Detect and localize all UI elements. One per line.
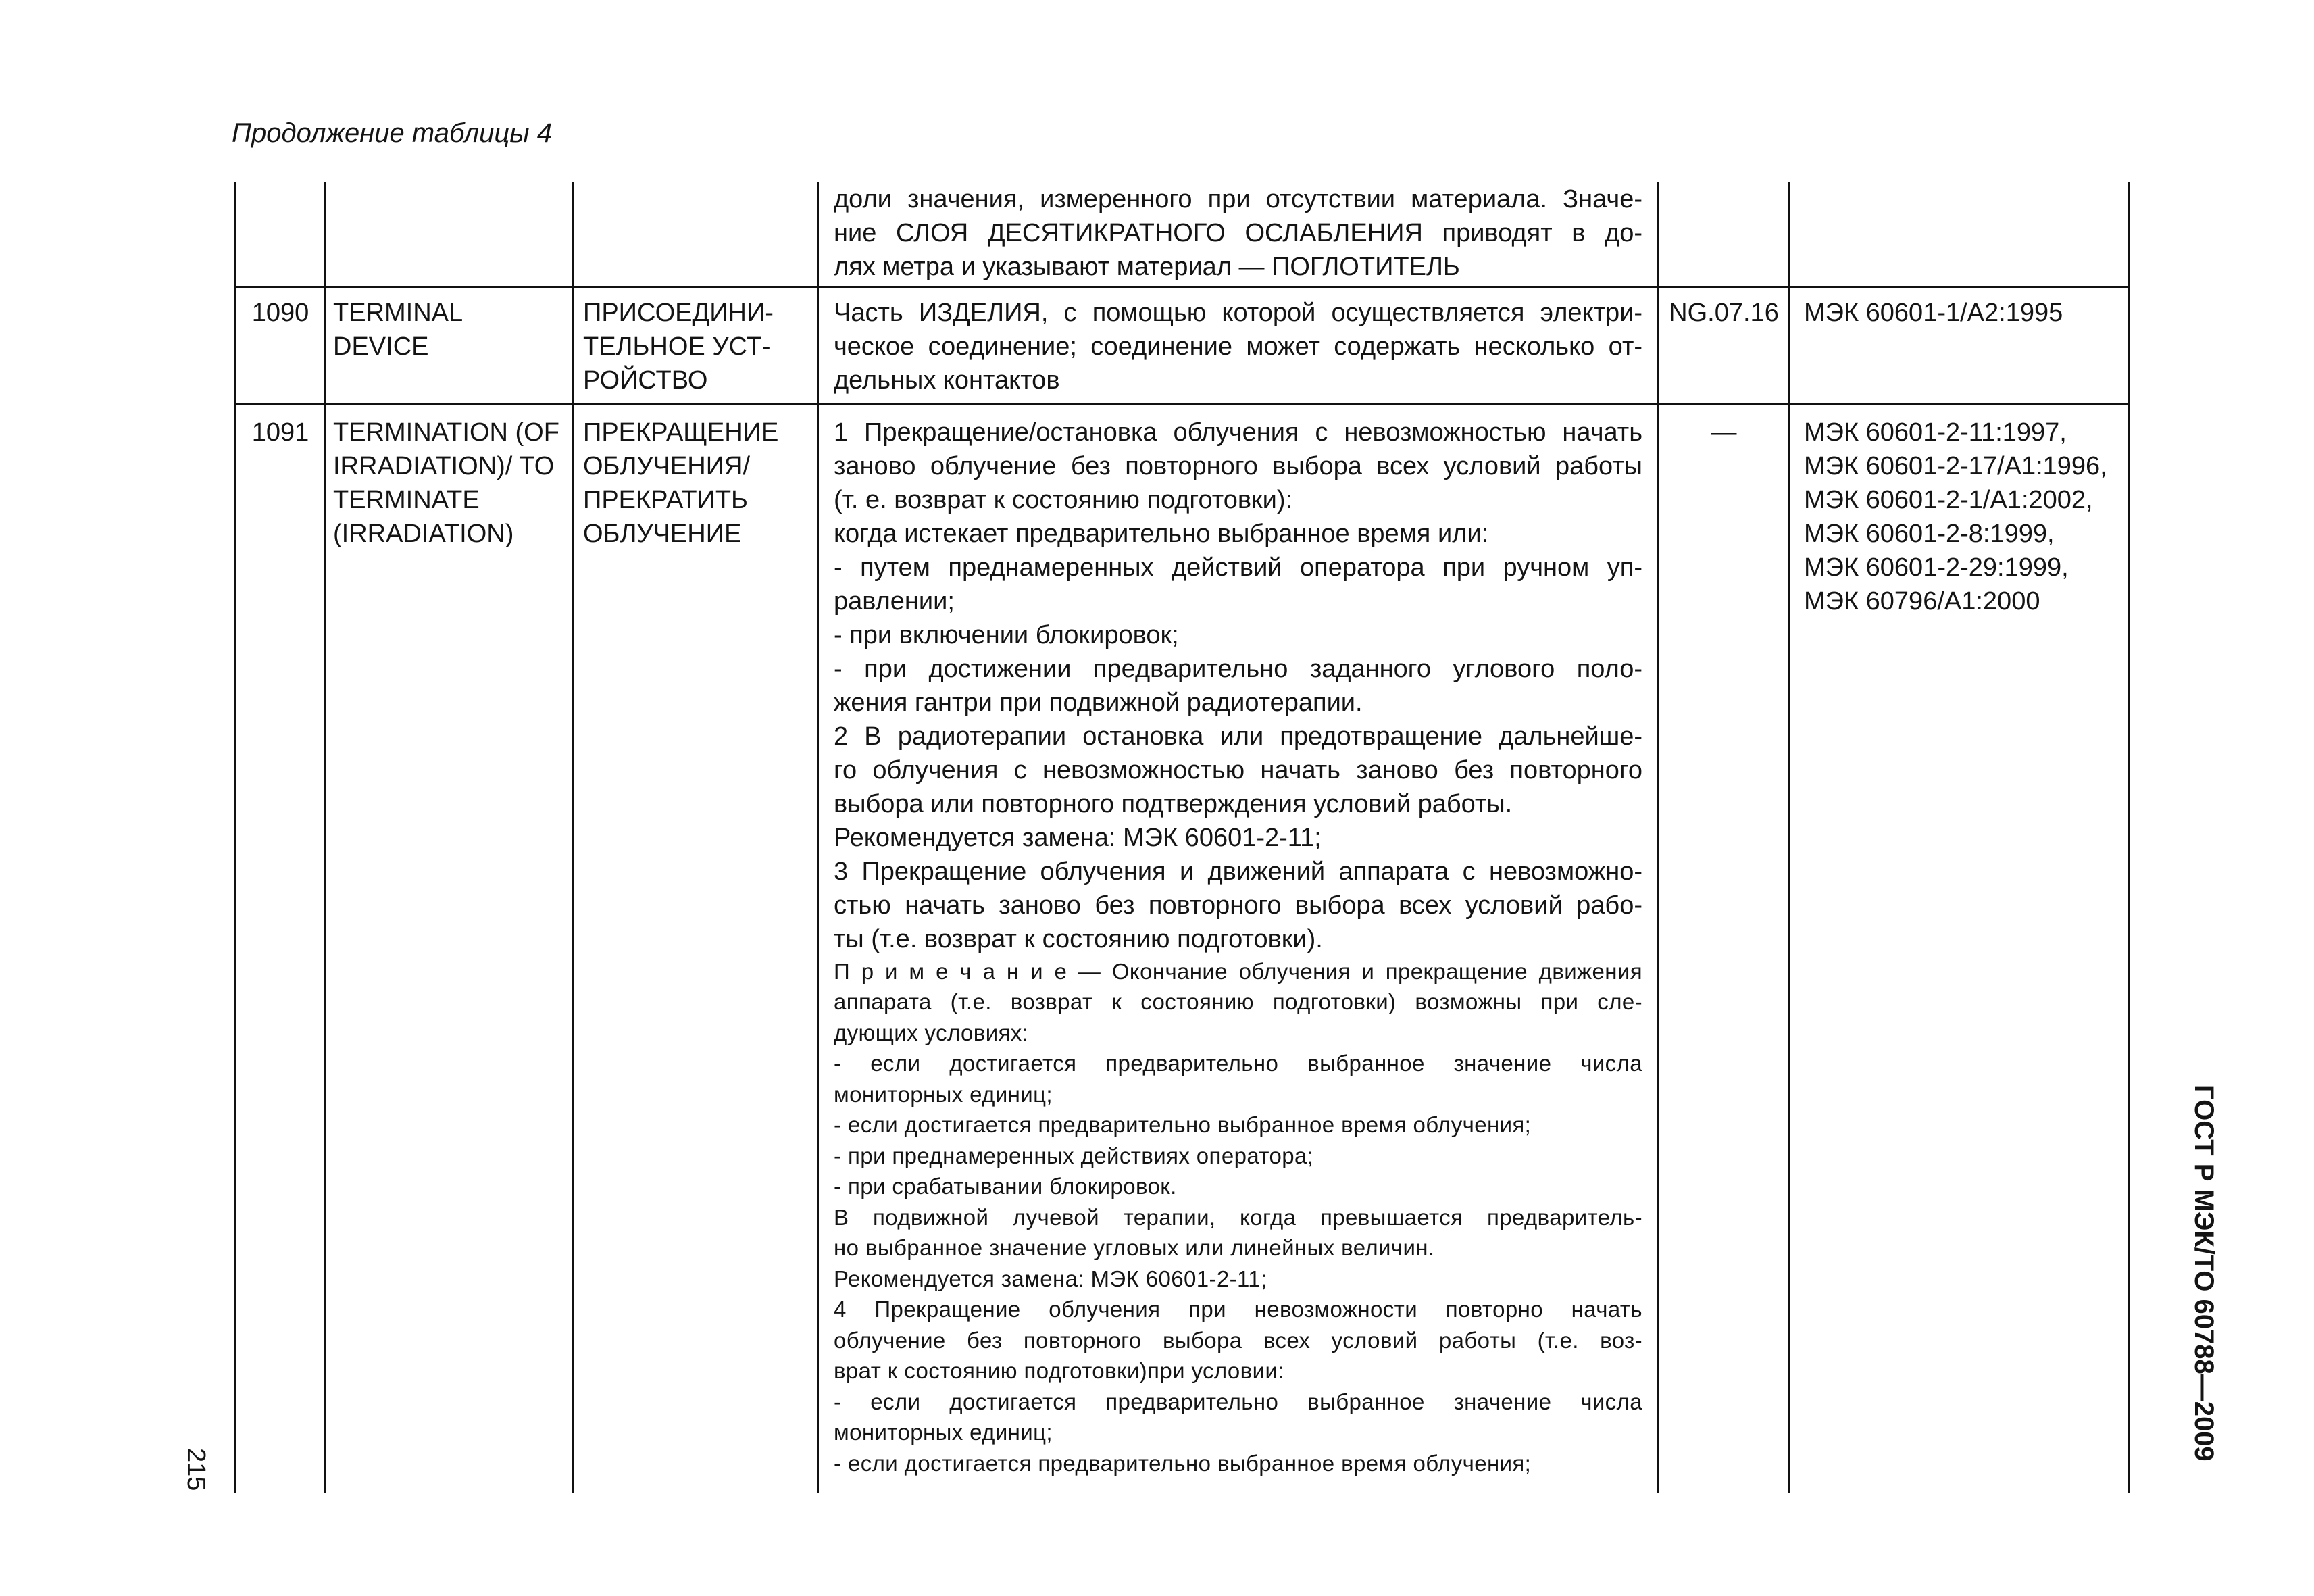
text-line: ПРЕКРАТИТЬ <box>583 485 748 514</box>
text-line: - при преднамеренных действиях оператора; <box>834 1143 1314 1168</box>
text-line: - если достигается предварительно выбранное время облучения; <box>834 1450 1532 1476</box>
note-paragraph <box>834 1264 1642 1295</box>
table-continuation-caption: Продолжение таблицы 4 <box>232 118 553 148</box>
text-line: - если достигается предварительно выбранное время облучения; <box>834 1112 1532 1137</box>
text-line: (IRRADIATION) <box>333 519 514 548</box>
text-line: - при включении блокировок; <box>834 620 1179 649</box>
note-paragraph <box>834 1141 1642 1172</box>
text-line: 4 Прекращение облучения при невозможности повторно начать <box>834 1297 1642 1322</box>
text-line: П р и м е ч а н и е — Окончание облучения и прекращение движения <box>834 958 1642 984</box>
page-number: 215 <box>182 1448 210 1491</box>
text-line: Часть ИЗДЕЛИЯ, с помощью которой осуществляется электри- <box>834 298 1642 327</box>
cell-definition <box>818 286 1659 403</box>
note-paragraph <box>834 1202 1642 1264</box>
term-number: 1091 <box>251 418 309 447</box>
text-line: - если достигается предварительно выбранное значение числа <box>834 1051 1642 1076</box>
cell-number <box>236 286 326 403</box>
cell-number <box>236 182 326 286</box>
text-line: ние СЛОЯ ДЕСЯТИКРАТНОГО ОСЛАБЛЕНИЯ приводят в до- <box>834 219 1642 247</box>
text-line: равлении; <box>834 587 955 616</box>
text-line: дельных контактов <box>834 366 1060 395</box>
text-line: МЭК 60601-2-29:1999, <box>1804 553 2069 582</box>
text-line: TERMINAL <box>333 298 463 327</box>
text-line: 1 Прекращение/остановка облучения с невозможностью начать <box>834 418 1642 447</box>
definition-paragraph <box>834 618 1642 652</box>
text-line: ОБЛУЧЕНИЕ <box>583 519 742 548</box>
text-line: DEVICE <box>333 332 429 361</box>
cell-source <box>1790 182 2129 286</box>
definition-paragraph <box>834 720 1642 821</box>
text-line: ОБЛУЧЕНИЯ/ <box>583 451 750 480</box>
text-line: ТЕЛЬНОЕ УСТ- <box>583 332 771 361</box>
cell-code <box>1659 286 1790 403</box>
definition-paragraph <box>834 517 1642 551</box>
text-line: МЭК 60796/А1:2000 <box>1804 587 2040 616</box>
definition-paragraph <box>834 416 1642 517</box>
text-line: - при достижении предварительно заданного углового поло- <box>834 654 1642 683</box>
note-paragraph <box>834 1171 1642 1202</box>
text-line: TERMINATE <box>333 485 480 514</box>
note-paragraph <box>834 1048 1642 1109</box>
note-paragraph <box>834 1448 1642 1479</box>
text-line: заново облучение без повторного выбора всех условий работы <box>834 451 1642 480</box>
text-line: мониторных единиц; <box>834 1420 1053 1445</box>
text-line: (т. е. возврат к состоянию подготовки): <box>834 485 1293 514</box>
text-line: - если достигается предварительно выбранное значение числа <box>834 1389 1642 1414</box>
definition-paragraph <box>834 182 1642 284</box>
cell-definition <box>818 182 1659 286</box>
definition-paragraph <box>834 296 1642 397</box>
text-line: доли значения, измеренного при отсутствии материала. Значе- <box>834 185 1642 214</box>
text-line: облучение без повторного выбора всех условий работы (т.е. воз- <box>834 1327 1642 1353</box>
text-line: МЭК 60601-2-1/А1:2002, <box>1804 485 2093 514</box>
text-line: Рекомендуется замена: МЭК 60601-2-11; <box>834 1266 1267 1291</box>
text-line: - при срабатывании блокировок. <box>834 1174 1177 1199</box>
term-code: NG.07.16 <box>1669 298 1779 327</box>
cell-term-ru <box>573 286 818 403</box>
definition-paragraph <box>834 652 1642 720</box>
text-line: - путем преднамеренных действий оператора при ручном уп- <box>834 553 1642 582</box>
document-designation: ГОСТ Р МЭК/ТО 60788—2009 <box>2189 1084 2219 1462</box>
text-line: МЭК 60601-1/А2:1995 <box>1804 298 2063 327</box>
definition-paragraph <box>834 821 1642 855</box>
text-line: дующих условиях: <box>834 1020 1029 1045</box>
note-paragraph <box>834 1109 1642 1141</box>
cell-number <box>236 403 326 1493</box>
table-row <box>236 403 2129 1493</box>
table-row <box>236 286 2129 403</box>
text-line: когда истекает предварительно выбранное время или: <box>834 519 1489 548</box>
cell-definition <box>818 403 1659 1493</box>
text-line: TERMINATION (OF <box>333 418 559 447</box>
text-line: ПРИСОЕДИНИ- <box>583 298 774 327</box>
text-line: мониторных единиц; <box>834 1081 1053 1107</box>
cell-source <box>1790 286 2129 403</box>
text-line: но выбранное значение угловых или линейных величин. <box>834 1235 1435 1260</box>
text-line: МЭК 60601-2-11:1997, <box>1804 418 2067 447</box>
text-line: 2 В радиотерапии остановка или предотвращение дальнейше- <box>834 722 1642 751</box>
text-line: 3 Прекращение облучения и движений аппарата с невозможно- <box>834 857 1642 886</box>
note-paragraph <box>834 956 1642 1049</box>
text-line: жения гантри при подвижной радиотерапии. <box>834 688 1363 717</box>
terms-table-body <box>236 182 2129 1493</box>
note-paragraph <box>834 1387 1642 1448</box>
cell-term-en <box>326 403 573 1493</box>
text-line: В подвижной лучевой терапии, когда превышается предваритель- <box>834 1204 1642 1230</box>
text-line: врат к состоянию подготовки)при условии: <box>834 1358 1284 1383</box>
terms-table <box>234 182 2130 1493</box>
text-line: стью начать заново без повторного выбора всех условий рабо- <box>834 891 1642 920</box>
note-paragraph <box>834 1294 1642 1387</box>
text-line: МЭК 60601-2-17/А1:1996, <box>1804 451 2107 480</box>
definition-paragraph <box>834 551 1642 618</box>
term-number: 1090 <box>251 298 309 327</box>
definition-paragraph <box>834 855 1642 956</box>
cell-term-en <box>326 286 573 403</box>
text-line: IRRADIATION)/ TO <box>333 451 555 480</box>
cell-term-en <box>326 182 573 286</box>
text-line: выбора или повторного подтверждения условий работы. <box>834 789 1513 818</box>
cell-code <box>1659 403 1790 1493</box>
text-line: го облучения с невозможностью начать заново без повторного <box>834 755 1642 784</box>
text-line: Рекомендуется замена: МЭК 60601-2-11; <box>834 823 1322 852</box>
text-line: ческое соединение; соединение может содержать несколько от- <box>834 332 1642 361</box>
cell-term-ru <box>573 403 818 1493</box>
text-line: РОЙСТВО <box>583 366 708 395</box>
text-line: лях метра и указывают материал — ПОГЛОТИТЕЛЬ <box>834 253 1460 281</box>
table-row <box>236 182 2129 286</box>
text-line: ПРЕКРАЩЕНИЕ <box>583 418 779 447</box>
term-code: — <box>1711 418 1737 447</box>
cell-term-ru <box>573 182 818 286</box>
text-line: ты (т.е. возврат к состоянию подготовки). <box>834 924 1323 953</box>
cell-source <box>1790 403 2129 1493</box>
text-line: МЭК 60601-2-8:1999, <box>1804 519 2055 548</box>
cell-code <box>1659 182 1790 286</box>
text-line: аппарата (т.е. возврат к состоянию подготовки) возможны при сле- <box>834 989 1642 1014</box>
